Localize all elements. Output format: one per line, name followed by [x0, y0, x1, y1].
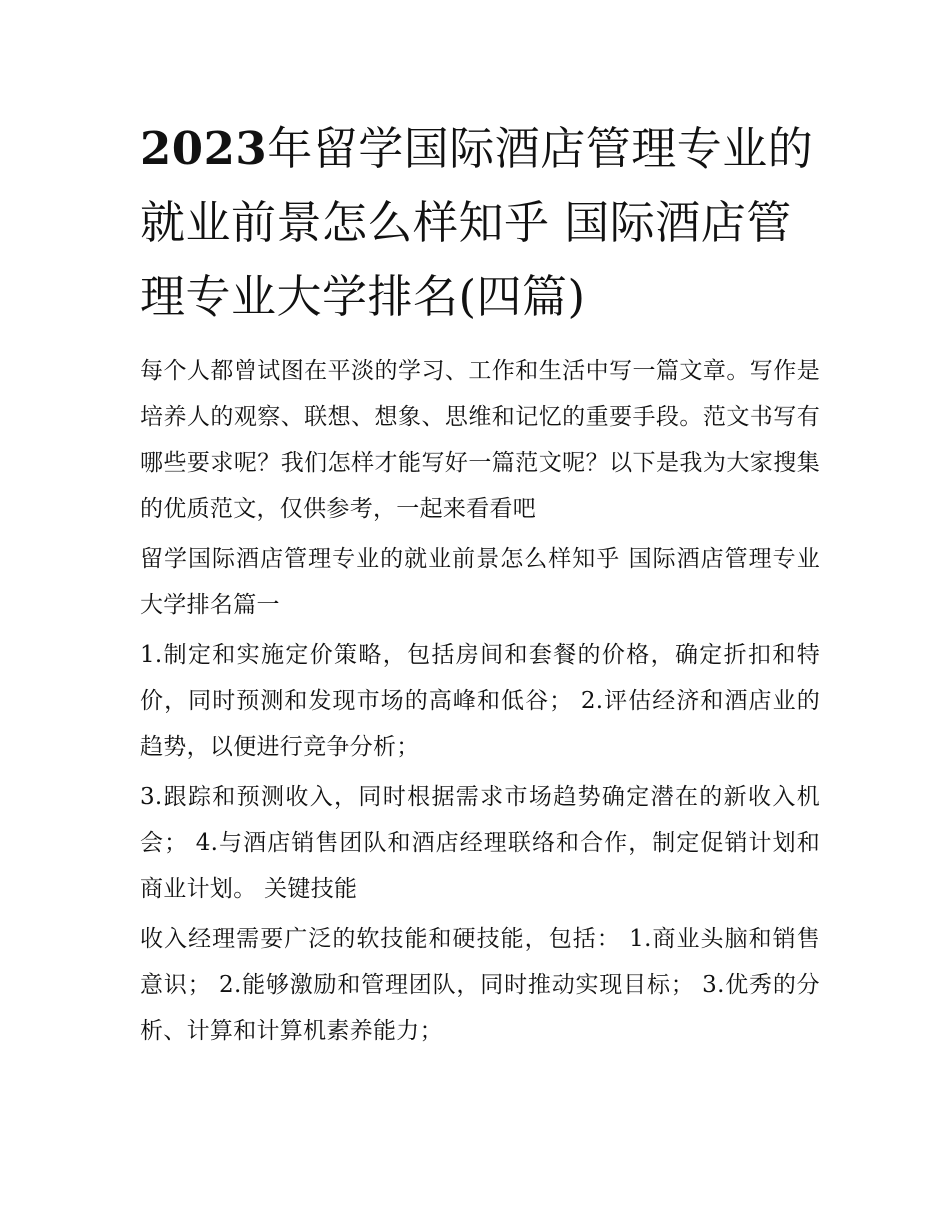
document-page — [140, 112, 820, 1054]
duties-paragraph-1: 1.制定和实施定价策略，包括房间和套餐的价格，确定折扣和特价，同时预测和发现市场的高峰和低谷； 2.评估经济和酒店业的趋势，以便进行竞争分析； — [140, 642, 820, 760]
intro-paragraph: 每个人都曾试图在平淡的学习、工作和生活中写一篇文章。写作是培养人的观察、联想、想象、思维和记忆的重要手段。范文书写有哪些要求呢？我们怎样才能写好一篇范文呢？以下是我为大家搜集的优质范文，仅供参考，一起来看看吧 — [140, 358, 820, 522]
duties-paragraph-2: 3.跟踪和预测收入，同时根据需求市场趋势确定潜在的新收入机会； 4.与酒店销售团队和酒店经理联络和合作，制定促销计划和商业计划。 关键技能 — [140, 784, 820, 902]
section-heading: 留学国际酒店管理专业的就业前景怎么样知乎 国际酒店管理专业大学排名篇一 — [140, 546, 820, 618]
skills-paragraph: 收入经理需要广泛的软技能和硬技能，包括： 1.商业头脑和销售意识； 2.能够激励和管理团队，同时推动实现目标； 3.优秀的分析、计算和计算机素养能力； — [140, 926, 820, 1044]
document-title — [140, 112, 820, 334]
title-text: 年留学国际酒店管理专业的就业前景怎么样知乎 国际酒店管理专业大学排名(四篇) — [140, 122, 814, 323]
title-year: 2023 — [140, 122, 268, 175]
